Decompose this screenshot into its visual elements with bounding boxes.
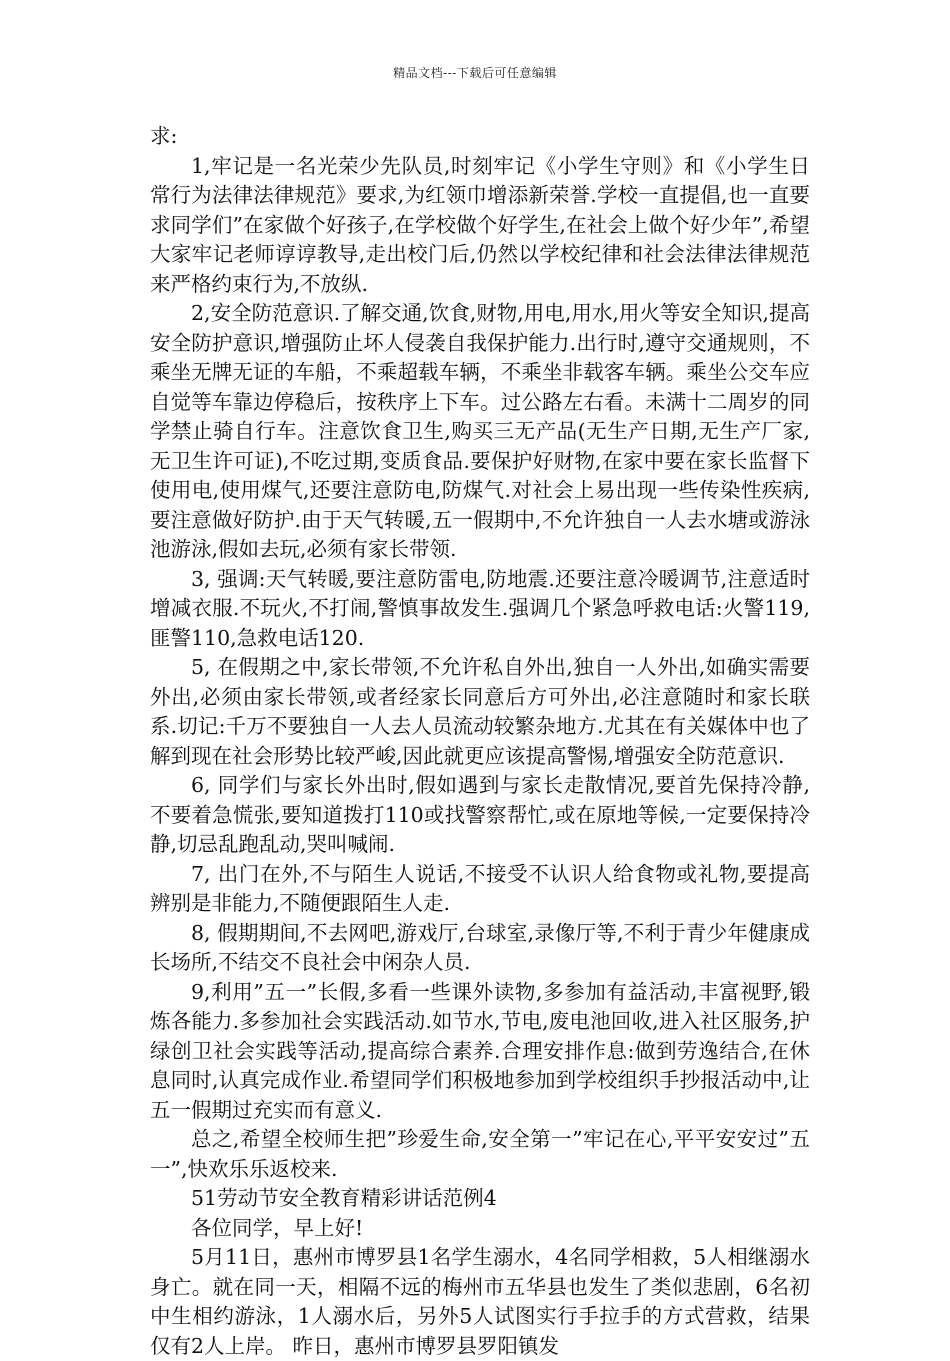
paragraph-0: 求: [150, 124, 178, 148]
section-heading: 51劳动节安全教育精彩讲话范例4 [191, 1186, 497, 1210]
paragraph-6: 7, 出门在外,不与陌生人说话,不接受不认识人给食物或礼物,要提高辨别是非能力,不随便跟陌生人走. [150, 861, 810, 915]
paragraph-4: 5, 在假期之中,家长带领,不允许私自外出,独自一人外出,如确实需要外出,必须由家长带领,或者经家长同意后方可外出,必注意随时和家长联系.切记:千万不要独自一人去人员流动较繁杂地方.尤其在有关媒体中也了解到现在社会形势比较严峻,因此就更应该提高警惕,增强安全防范意识. [150, 655, 810, 768]
paragraph-2: 2,安全防范意识.了解交通,饮食,财物,用电,用水,用火等安全知识,提高安全防护意识,增强防止坏人侵袭自我保护能力.出行时,遵守交通规则，不乘坐无牌无证的车船，不乘超载车辆，不乘坐非载客车辆。乘坐公交车应自觉等车靠边停稳后，按秩序上下车。过公路左右看。未满十二周岁的同学禁止骑自行车。注意饮食卫生,购买三无产品(无生产日期,无生产厂家,无卫生许可证),不吃过期,变质食品.要保护好财物,在家中要在家长监督下使用电,使用煤气,还要注意防电,防煤气.对社会上易出现一些传染性疾病,要注意做好防护.由于天气转暖,五一假期中,不允许独自一人去水塘或游泳池游泳,假如去玩,必须有家长带领. [150, 301, 810, 561]
paragraph-8: 9,利用”五一”长假,多看一些课外读物,多参加有益活动,丰富视野,锻炼各能力.多参加社会实践活动.如节水,节电,废电池回收,进入社区服务,护绿创卫社会实践等活动,提高综合素养.合理安排作息:做到劳逸结合,在休息同时,认真完成作业.希望同学们积极地参加到学校组织手抄报活动中,让五一假期过充实而有意义. [150, 979, 810, 1122]
paragraph-9: 总之,希望全校师生把”珍爱生命,安全第一”牢记在心,平平安安过”五一”,快欢乐乐返校来. [150, 1127, 810, 1181]
page-header: 精品文档---下载后可任意编辑 [393, 66, 557, 80]
paragraph-12: 5月11日，惠州市博罗县1名学生溺水，4名同学相救，5人相继溺水身亡。就在同一天，相隔不远的梅州市五华县也发生了类似悲剧，6名初中生相约游泳，1人溺水后，另外5人试图实行手拉手的方式营救，结果仅有2人上岸。 昨日，惠州市博罗县罗阳镇发 [150, 1245, 810, 1358]
greeting: 各位同学，早上好! [191, 1215, 364, 1240]
paragraph-5: 6, 同学们与家长外出时,假如遇到与家长走散情况,要首先保持冷静,不要着急慌张,要知道拨打110或找警察帮忙,或在原地等候,一定要保持冷静,切忌乱跑乱动,哭叫喊闹. [150, 773, 810, 856]
document-body [150, 122, 810, 1361]
paragraph-3: 3, 强调:天气转暖,要注意防雷电,防地震.还要注意冷暖调节,注意适时增减衣服.不玩火,不打闹,警慎事故发生.强调几个紧急呼救电话:火警119,匪警110,急救电话120. [150, 566, 810, 650]
paragraph-1: 1,牢记是一名光荣少先队员,时刻牢记《小学生守则》和《小学生日常行为法律法律规范》要求,为红领巾增添新荣誉.学校一直提倡,也一直要求同学们”在家做个好孩子,在学校做个好学生,在社会上做个好少年”,希望大家牢记老师谆谆教导,走出校门后,仍然以学校纪律和社会法律法律规范来严格约束行为,不放纵. [150, 153, 810, 296]
paragraph-7: 8, 假期期间,不去网吧,游戏厅,台球室,录像厅等,不利于青少年健康成长场所,不结交不良社会中闲杂人员. [150, 920, 810, 974]
